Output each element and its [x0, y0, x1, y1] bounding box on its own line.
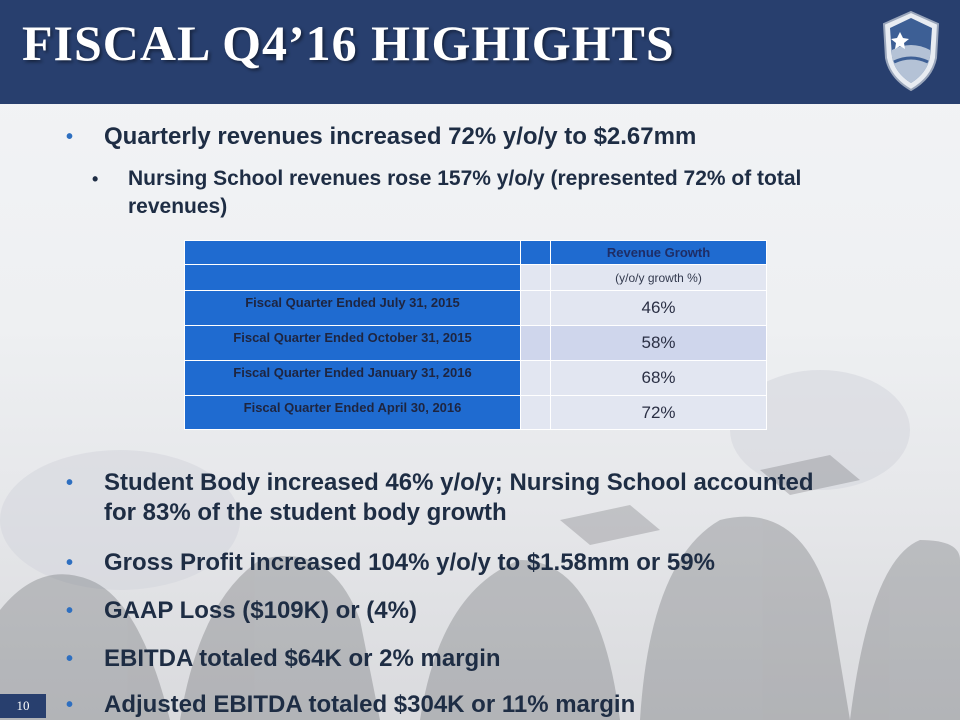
bullet-text: EBITDA totaled $64K or 2% margin: [104, 645, 501, 672]
table-row: [185, 291, 767, 326]
table-row-spacer: [521, 396, 551, 430]
bullet-text-line-1: Student Body increased 46% y/o/y; Nursing School accounted: [104, 469, 814, 496]
table-header-revenue-growth: Revenue Growth: [551, 241, 767, 265]
table-row-label: Fiscal Quarter Ended July 31, 2015: [185, 291, 521, 326]
title-bar: [0, 0, 960, 104]
bullet-quarterly-revenues: [66, 122, 697, 152]
table-header-row: [185, 241, 767, 265]
bullet-dot: •: [66, 552, 74, 574]
bullet-text: Gross Profit increased 104% y/o/y to $1.58mm or 59%: [104, 549, 715, 576]
revenue-growth-table: [184, 240, 767, 430]
table-row-value: 68%: [551, 361, 767, 396]
bullet-ebitda: [66, 644, 501, 674]
table-row-value: 46%: [551, 291, 767, 326]
page-title: FISCAL Q4’16 HIGHIGHTS: [22, 15, 675, 71]
table-row-spacer: [521, 326, 551, 361]
table-subheader-growth-unit: (y/o/y growth %): [551, 265, 767, 291]
table-row-label: Fiscal Quarter Ended April 30, 2016: [185, 396, 521, 430]
bullet-dot: •: [66, 472, 74, 494]
bullet-text-line-2: revenues): [128, 195, 228, 218]
table-row-spacer: [521, 291, 551, 326]
table-subheader-row: [185, 265, 767, 291]
bullet-dot: •: [66, 600, 74, 622]
table-row: [185, 396, 767, 430]
bullet-adjusted-ebitda: [66, 690, 636, 720]
page-number: 10: [0, 694, 46, 718]
table-subheader-spacer: [521, 265, 551, 291]
table-row-value: 72%: [551, 396, 767, 430]
table-row-value: 58%: [551, 326, 767, 361]
bullet-text-line-1: Nursing School revenues rose 157% y/o/y (represented 72% of total: [128, 167, 802, 190]
bullet-dot: •: [66, 694, 74, 716]
bullet-text-line-2: for 83% of the student body growth: [104, 499, 507, 526]
bullet-text: GAAP Loss ($109K) or (4%): [104, 597, 417, 624]
table-header-blank: [185, 241, 521, 265]
bullet-dot: •: [66, 126, 74, 148]
table-subheader-blank: [185, 265, 521, 291]
table-row: [185, 361, 767, 396]
bullet-gaap-loss: [66, 596, 417, 626]
table-row-label: Fiscal Quarter Ended October 31, 2015: [185, 326, 521, 361]
table-header-spacer: [521, 241, 551, 265]
sub-bullet-nursing-revenues: [92, 165, 802, 221]
bullet-student-body: [66, 468, 814, 528]
bullet-text: Quarterly revenues increased 72% y/o/y to $2.67mm: [104, 123, 697, 150]
bullet-dot: •: [92, 169, 99, 189]
bullet-text: Adjusted EBITDA totaled $304K or 11% margin: [104, 691, 636, 718]
table-row: [185, 326, 767, 361]
bullet-dot: •: [66, 648, 74, 670]
bullet-gross-profit: [66, 548, 715, 578]
table-row-spacer: [521, 361, 551, 396]
table-row-label: Fiscal Quarter Ended January 31, 2016: [185, 361, 521, 396]
shield-logo-icon: [880, 10, 942, 92]
